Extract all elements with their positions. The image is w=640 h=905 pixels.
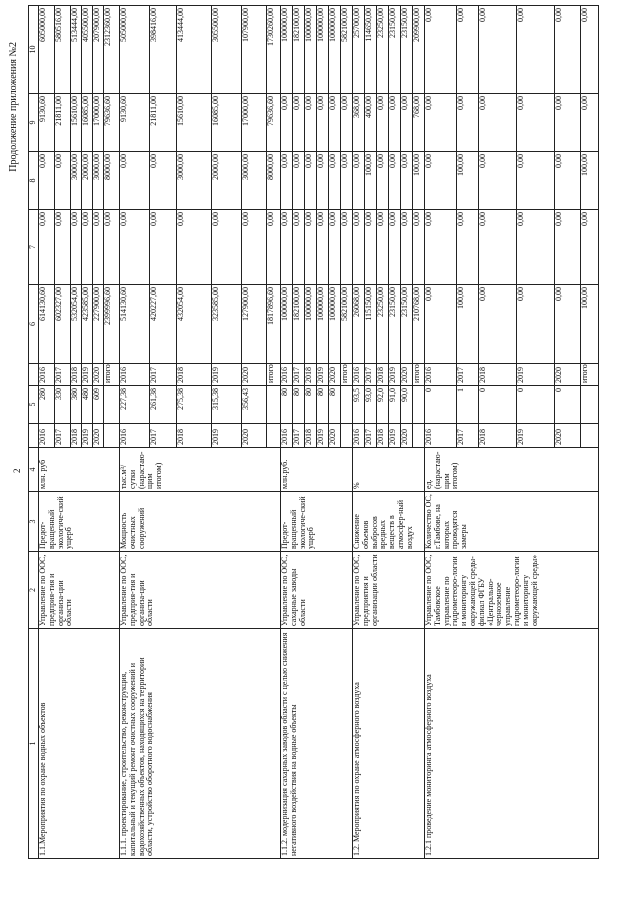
- funding-regional: 0,00: [377, 152, 389, 210]
- funding-federal: 0,00: [479, 210, 517, 285]
- total-local: 0,00: [581, 94, 599, 152]
- table-row: [120, 6, 150, 859]
- funding-local: 15610,00: [71, 94, 82, 152]
- funding-local: 21811,00: [150, 94, 177, 152]
- col-num-1: 1: [29, 629, 39, 859]
- funding-regional: 3000,00: [93, 152, 104, 210]
- funding-regional: 0,00: [353, 152, 365, 210]
- indicator-year: 2017: [365, 424, 377, 448]
- table-row: [39, 6, 55, 859]
- unit-of-measure: тыс.м³/сутки (нарастаю-щим итогом): [120, 448, 281, 492]
- funding-local: 0,00: [517, 94, 555, 152]
- funding-year: 2017: [365, 364, 377, 386]
- total-federal: 0,00: [267, 210, 281, 285]
- total-local: 768,00: [413, 94, 425, 152]
- funding-total: 227900,00: [93, 285, 104, 364]
- funding-local: 9130,60: [39, 94, 55, 152]
- indicator-value: 80: [317, 386, 329, 424]
- funding-local: 16085,00: [212, 94, 242, 152]
- funding-local: 368,00: [353, 94, 365, 152]
- funding-year: 2016: [120, 364, 150, 386]
- funding-extra: 305500,00: [212, 6, 242, 94]
- funding-total: 614130,60: [39, 285, 55, 364]
- indicator-value: 280: [39, 386, 55, 424]
- funding-local: 0,00: [479, 94, 517, 152]
- funding-federal: 0,00: [212, 210, 242, 285]
- indicator-value: 90,0: [401, 386, 413, 424]
- table-body: [39, 6, 599, 859]
- indicator-year: 2016: [39, 424, 55, 448]
- indicator-year: 2020: [93, 424, 104, 448]
- funding-total: 532054,00: [71, 285, 82, 364]
- target-indicator: Предот-вращенный экологиче-ский ущерб: [281, 492, 353, 552]
- funding-total: 602327,00: [55, 285, 71, 364]
- funding-year: 2019: [517, 364, 555, 386]
- funding-extra: 23250,00: [377, 6, 389, 94]
- target-indicator: Количество ОС, г.Тамбове, на которых проводятся замеры: [425, 492, 599, 552]
- total-federal: 0,00: [581, 210, 599, 285]
- indicator-value: 1: [457, 386, 479, 424]
- funding-federal: 0,00: [82, 210, 93, 285]
- funding-federal: 0,00: [242, 210, 267, 285]
- funding-extra: 100000,00: [329, 6, 341, 94]
- indicator-year: 2017: [457, 424, 479, 448]
- funding-federal: 0,00: [329, 210, 341, 285]
- total-spacer: [413, 386, 425, 424]
- total-spacer: [341, 386, 353, 424]
- funding-total: 0,00: [425, 285, 457, 364]
- indicator-year: 2016: [425, 424, 457, 448]
- funding-year: 2018: [305, 364, 317, 386]
- funding-federal: 0,00: [317, 210, 329, 285]
- funding-regional: 0,00: [389, 152, 401, 210]
- funding-regional: 0,00: [425, 152, 457, 210]
- funding-total: 423585,00: [82, 285, 93, 364]
- funding-federal: 0,00: [365, 210, 377, 285]
- funding-total: 23150,00: [401, 285, 413, 364]
- target-indicator: Снижение объемов выбросов вредных веществ в атмосфер-ный воздух: [353, 492, 425, 552]
- indicator-year: 2018: [377, 424, 389, 448]
- indicator-value: 0: [517, 386, 555, 424]
- funding-year: 2020: [242, 364, 267, 386]
- funding-regional: 0,00: [150, 152, 177, 210]
- funding-federal: 0,00: [71, 210, 82, 285]
- total-funding: 582100,00: [341, 285, 353, 364]
- total-label: итого: [581, 364, 599, 386]
- funding-extra: 0,00: [425, 6, 457, 94]
- unit-of-measure: млн.руб.: [281, 448, 353, 492]
- funding-total: 100000,00: [317, 285, 329, 364]
- funding-extra: 100000,00: [305, 6, 317, 94]
- funding-extra: 398416,00: [150, 6, 177, 94]
- funding-federal: 0,00: [425, 210, 457, 285]
- indicator-value: 275,38: [177, 386, 212, 424]
- total-spacer: [104, 386, 120, 424]
- indicator-year: 2019: [517, 424, 555, 448]
- target-indicator: Мощность очистных сооружений: [120, 492, 281, 552]
- funding-local: 16085,00: [82, 94, 93, 152]
- funding-federal: 0,00: [293, 210, 305, 285]
- indicator-value: 93,5: [353, 386, 365, 424]
- col-num-8: 8: [29, 152, 39, 210]
- funding-extra: 513444,00: [71, 6, 82, 94]
- total-extra: 2312360,00: [104, 6, 120, 94]
- funding-local: 9130,60: [120, 94, 150, 152]
- funding-local: 17000,00: [242, 94, 267, 152]
- indicator-value: 0: [555, 386, 581, 424]
- indicator-year: 2018: [177, 424, 212, 448]
- total-spacer: [267, 424, 281, 448]
- funding-year: 2019: [212, 364, 242, 386]
- funding-extra: 580516,00: [55, 6, 71, 94]
- unit-of-measure: %: [353, 448, 425, 492]
- indicator-value: 93,0: [365, 386, 377, 424]
- funding-total: 432054,00: [177, 285, 212, 364]
- indicator-value: 480: [82, 386, 93, 424]
- funding-local: 0,00: [389, 94, 401, 152]
- indicator-value: 315,38: [212, 386, 242, 424]
- funding-federal: 0,00: [281, 210, 293, 285]
- funding-federal: 0,00: [555, 210, 581, 285]
- funding-regional: 3000,00: [71, 152, 82, 210]
- total-regional: 100,00: [581, 152, 599, 210]
- responsible-executor: Управление по ООС, Тамбовское управление по гидрометеоро-логии и мониторингу окружающей среды-филиал ФГБУ «Центрально-черноземное управление гидрометеоро-логии и мониторингу окружающей среды»: [425, 552, 599, 629]
- col-num-5: 5: [29, 386, 39, 424]
- indicator-value: 227,38: [120, 386, 150, 424]
- indicator-value: 80: [305, 386, 317, 424]
- responsible-executor: Управление по ООС, сахарные заводы области: [281, 552, 353, 629]
- col-num-year2: [29, 364, 39, 386]
- funding-total: 420227,00: [150, 285, 177, 364]
- funding-federal: 0,00: [93, 210, 104, 285]
- funding-year: 2016: [425, 364, 457, 386]
- funding-local: 0,00: [401, 94, 413, 152]
- measure-title: 1.1.2. модернизация сахарных заводов области с целью снижения негативного воздействия на водные объекты: [281, 629, 353, 859]
- total-spacer: [341, 424, 353, 448]
- funding-year: 2017: [457, 364, 479, 386]
- funding-year: 2020: [401, 364, 413, 386]
- col-num-9: 9: [29, 94, 39, 152]
- col-num-2: 2: [29, 552, 39, 629]
- total-federal: 0,00: [341, 210, 353, 285]
- indicator-value: 356,43: [242, 386, 267, 424]
- total-spacer: [581, 424, 599, 448]
- indicator-year: 2020: [242, 424, 267, 448]
- funding-regional: 0,00: [479, 152, 517, 210]
- funding-total: 182100,00: [293, 285, 305, 364]
- funding-year: 2018: [177, 364, 212, 386]
- funding-regional: 0,00: [317, 152, 329, 210]
- funding-regional: 2000,00: [82, 152, 93, 210]
- funding-local: 0,00: [457, 94, 479, 152]
- funding-regional: 3000,00: [177, 152, 212, 210]
- responsible-executor: Управление по ООС, предприя-тия и организа-ции области: [39, 552, 120, 629]
- total-regional: 8000,00: [267, 152, 281, 210]
- funding-local: 400,00: [365, 94, 377, 152]
- total-regional: 8000,00: [104, 152, 120, 210]
- funding-year: 2019: [82, 364, 93, 386]
- total-funding: 2399996,60: [104, 285, 120, 364]
- total-local: 0,00: [341, 94, 353, 152]
- funding-regional: 0,00: [517, 152, 555, 210]
- funding-total: 323585,00: [212, 285, 242, 364]
- funding-local: 0,00: [425, 94, 457, 152]
- funding-year: 2017: [150, 364, 177, 386]
- funding-extra: 0,00: [457, 6, 479, 94]
- funding-regional: 0,00: [401, 152, 413, 210]
- program-table: [28, 5, 599, 859]
- funding-total: 100000,00: [329, 285, 341, 364]
- indicator-value: 261,38: [150, 386, 177, 424]
- total-spacer: [581, 386, 599, 424]
- funding-local: 21811,00: [55, 94, 71, 152]
- funding-federal: 0,00: [150, 210, 177, 285]
- funding-extra: 25700,00: [353, 6, 365, 94]
- funding-extra: 23150,00: [389, 6, 401, 94]
- indicator-year: 2016: [353, 424, 365, 448]
- funding-federal: 0,00: [305, 210, 317, 285]
- funding-federal: 0,00: [517, 210, 555, 285]
- funding-extra: 0,00: [517, 6, 555, 94]
- indicator-value: 330: [55, 386, 71, 424]
- indicator-value: 92,0: [377, 386, 389, 424]
- funding-year: 2018: [479, 364, 517, 386]
- funding-federal: 0,00: [353, 210, 365, 285]
- funding-year: 2016: [39, 364, 55, 386]
- funding-extra: 405500,00: [82, 6, 93, 94]
- funding-regional: 0,00: [281, 152, 293, 210]
- funding-regional: 0,00: [55, 152, 71, 210]
- measure-title: 1.1.Мероприятия по охране водных объектов: [39, 629, 120, 859]
- table-row: [281, 6, 293, 859]
- total-spacer: [413, 424, 425, 448]
- total-extra: 1730260,00: [267, 6, 281, 94]
- total-local: 79636,60: [267, 94, 281, 152]
- total-extra: 582100,00: [341, 6, 353, 94]
- total-label: итого: [104, 364, 120, 386]
- funding-local: 0,00: [317, 94, 329, 152]
- total-label: итого: [341, 364, 353, 386]
- funding-local: 0,00: [281, 94, 293, 152]
- funding-year: 2017: [293, 364, 305, 386]
- funding-federal: 0,00: [389, 210, 401, 285]
- responsible-executor: Управление по ООС, предприятия и организации области: [353, 552, 425, 629]
- funding-extra: 100000,00: [281, 6, 293, 94]
- indicator-year: 2016: [120, 424, 150, 448]
- funding-total: 0,00: [517, 285, 555, 364]
- funding-federal: 0,00: [457, 210, 479, 285]
- responsible-executor: Управление по ООС, предприя-тия и организа-ции области: [120, 552, 281, 629]
- total-spacer: [267, 386, 281, 424]
- indicator-year: 2018: [479, 424, 517, 448]
- funding-extra: 0,00: [479, 6, 517, 94]
- unit-of-measure: млн. руб: [39, 448, 120, 492]
- total-extra: 209900,00: [413, 6, 425, 94]
- funding-year: 2019: [317, 364, 329, 386]
- funding-year: 2016: [281, 364, 293, 386]
- funding-year: 2016: [353, 364, 365, 386]
- col-num-10: 10: [29, 6, 39, 94]
- funding-total: 0,00: [555, 285, 581, 364]
- funding-total: 26068,00: [353, 285, 365, 364]
- funding-total: 23250,00: [377, 285, 389, 364]
- col-num-3: 3: [29, 492, 39, 552]
- total-funding: 1817896,60: [267, 285, 281, 364]
- indicator-year: 2019: [212, 424, 242, 448]
- funding-regional: 0,00: [305, 152, 317, 210]
- table-row: [353, 6, 365, 859]
- indicator-year: 2019: [317, 424, 329, 448]
- funding-total: 100000,00: [281, 285, 293, 364]
- target-indicator: Предот-вращенный экологиче-ский ущерб: [39, 492, 120, 552]
- measure-title: 1.2. Мероприятия по охране атмосферного воздуха: [353, 629, 425, 859]
- funding-total: 23150,00: [389, 285, 401, 364]
- indicator-value: 0: [425, 386, 457, 424]
- total-regional: 0,00: [341, 152, 353, 210]
- funding-regional: 0,00: [293, 152, 305, 210]
- funding-total: 100,00: [457, 285, 479, 364]
- funding-extra: 100000,00: [317, 6, 329, 94]
- funding-local: 17000,00: [93, 94, 104, 152]
- funding-year: 2020: [555, 364, 581, 386]
- funding-federal: 0,00: [177, 210, 212, 285]
- funding-local: 0,00: [377, 94, 389, 152]
- measure-title: 1.2.1 проведение мониторинга атмосферного воздуха: [425, 629, 599, 859]
- funding-extra: 182100,00: [293, 6, 305, 94]
- column-number-row: [29, 6, 39, 859]
- funding-extra: 114650,00: [365, 6, 377, 94]
- funding-extra: 207900,00: [93, 6, 104, 94]
- unit-of-measure: ед. (нарастаю-щим итогом): [425, 448, 599, 492]
- indicator-value: 80: [329, 386, 341, 424]
- funding-local: 0,00: [305, 94, 317, 152]
- funding-federal: 0,00: [39, 210, 55, 285]
- funding-regional: 0,00: [120, 152, 150, 210]
- funding-local: 15610,00: [177, 94, 212, 152]
- funding-year: 2020: [329, 364, 341, 386]
- funding-regional: 0,00: [555, 152, 581, 210]
- funding-regional: 100,00: [365, 152, 377, 210]
- funding-year: 2018: [377, 364, 389, 386]
- funding-regional: 0,00: [329, 152, 341, 210]
- funding-extra: 505000,00: [120, 6, 150, 94]
- indicator-year: 2019: [389, 424, 401, 448]
- col-num-7: 7: [29, 210, 39, 285]
- total-extra: 0,00: [581, 6, 599, 94]
- funding-extra: 0,00: [555, 6, 581, 94]
- funding-total: 127900,00: [242, 285, 267, 364]
- indicator-value: 80: [293, 386, 305, 424]
- indicator-year: 2020: [401, 424, 413, 448]
- page-number: 2: [12, 468, 22, 473]
- indicator-year: 2017: [293, 424, 305, 448]
- indicator-value: 0: [479, 386, 517, 424]
- header-note: Продолжение приложения №2: [8, 42, 19, 172]
- funding-year: 2020: [93, 364, 104, 386]
- indicator-year: 2018: [305, 424, 317, 448]
- indicator-year: 2020: [555, 424, 581, 448]
- col-num-year: [29, 424, 39, 448]
- total-label: итого: [267, 364, 281, 386]
- total-federal: 0,00: [413, 210, 425, 285]
- funding-extra: 413444,00: [177, 6, 212, 94]
- total-local: 79636,60: [104, 94, 120, 152]
- funding-regional: 100,00: [457, 152, 479, 210]
- total-federal: 0,00: [104, 210, 120, 285]
- indicator-year: 2018: [71, 424, 82, 448]
- indicator-year: 2016: [281, 424, 293, 448]
- table-row: [425, 6, 457, 859]
- funding-year: 2019: [389, 364, 401, 386]
- funding-regional: 2000,00: [212, 152, 242, 210]
- funding-total: 0,00: [479, 285, 517, 364]
- total-regional: 100,00: [413, 152, 425, 210]
- funding-total: 100000,00: [305, 285, 317, 364]
- indicator-value: 91,0: [389, 386, 401, 424]
- funding-federal: 0,00: [55, 210, 71, 285]
- indicator-year: 2017: [150, 424, 177, 448]
- indicator-year: 2020: [329, 424, 341, 448]
- funding-total: 514130,60: [120, 285, 150, 364]
- funding-local: 0,00: [293, 94, 305, 152]
- indicator-year: 2019: [82, 424, 93, 448]
- funding-total: 115150,00: [365, 285, 377, 364]
- indicator-value: 80: [281, 386, 293, 424]
- col-num-4: 4: [29, 448, 39, 492]
- funding-local: 0,00: [329, 94, 341, 152]
- total-funding: 210768,00: [413, 285, 425, 364]
- total-spacer: [104, 424, 120, 448]
- indicator-value: 380: [71, 386, 82, 424]
- funding-year: 2018: [71, 364, 82, 386]
- measure-title: 1.1.1. проектирование, строительство, реконструкция, капитальный и текущий ремонт очистных сооружений и водохозяйственных объектов, находящихся на территории области, устройство оборотного водоснабжения: [120, 629, 281, 859]
- funding-extra: 23150,00: [401, 6, 413, 94]
- funding-extra: 107900,00: [242, 6, 267, 94]
- funding-regional: 0,00: [39, 152, 55, 210]
- funding-year: 2017: [55, 364, 71, 386]
- total-funding: 100,00: [581, 285, 599, 364]
- indicator-value: 609: [93, 386, 104, 424]
- indicator-year: 2017: [55, 424, 71, 448]
- col-num-6: 6: [29, 285, 39, 364]
- funding-federal: 0,00: [401, 210, 413, 285]
- funding-extra: 605000,00: [39, 6, 55, 94]
- funding-local: 0,00: [555, 94, 581, 152]
- funding-federal: 0,00: [120, 210, 150, 285]
- funding-regional: 3000,00: [242, 152, 267, 210]
- total-label: итого: [413, 364, 425, 386]
- funding-federal: 0,00: [377, 210, 389, 285]
